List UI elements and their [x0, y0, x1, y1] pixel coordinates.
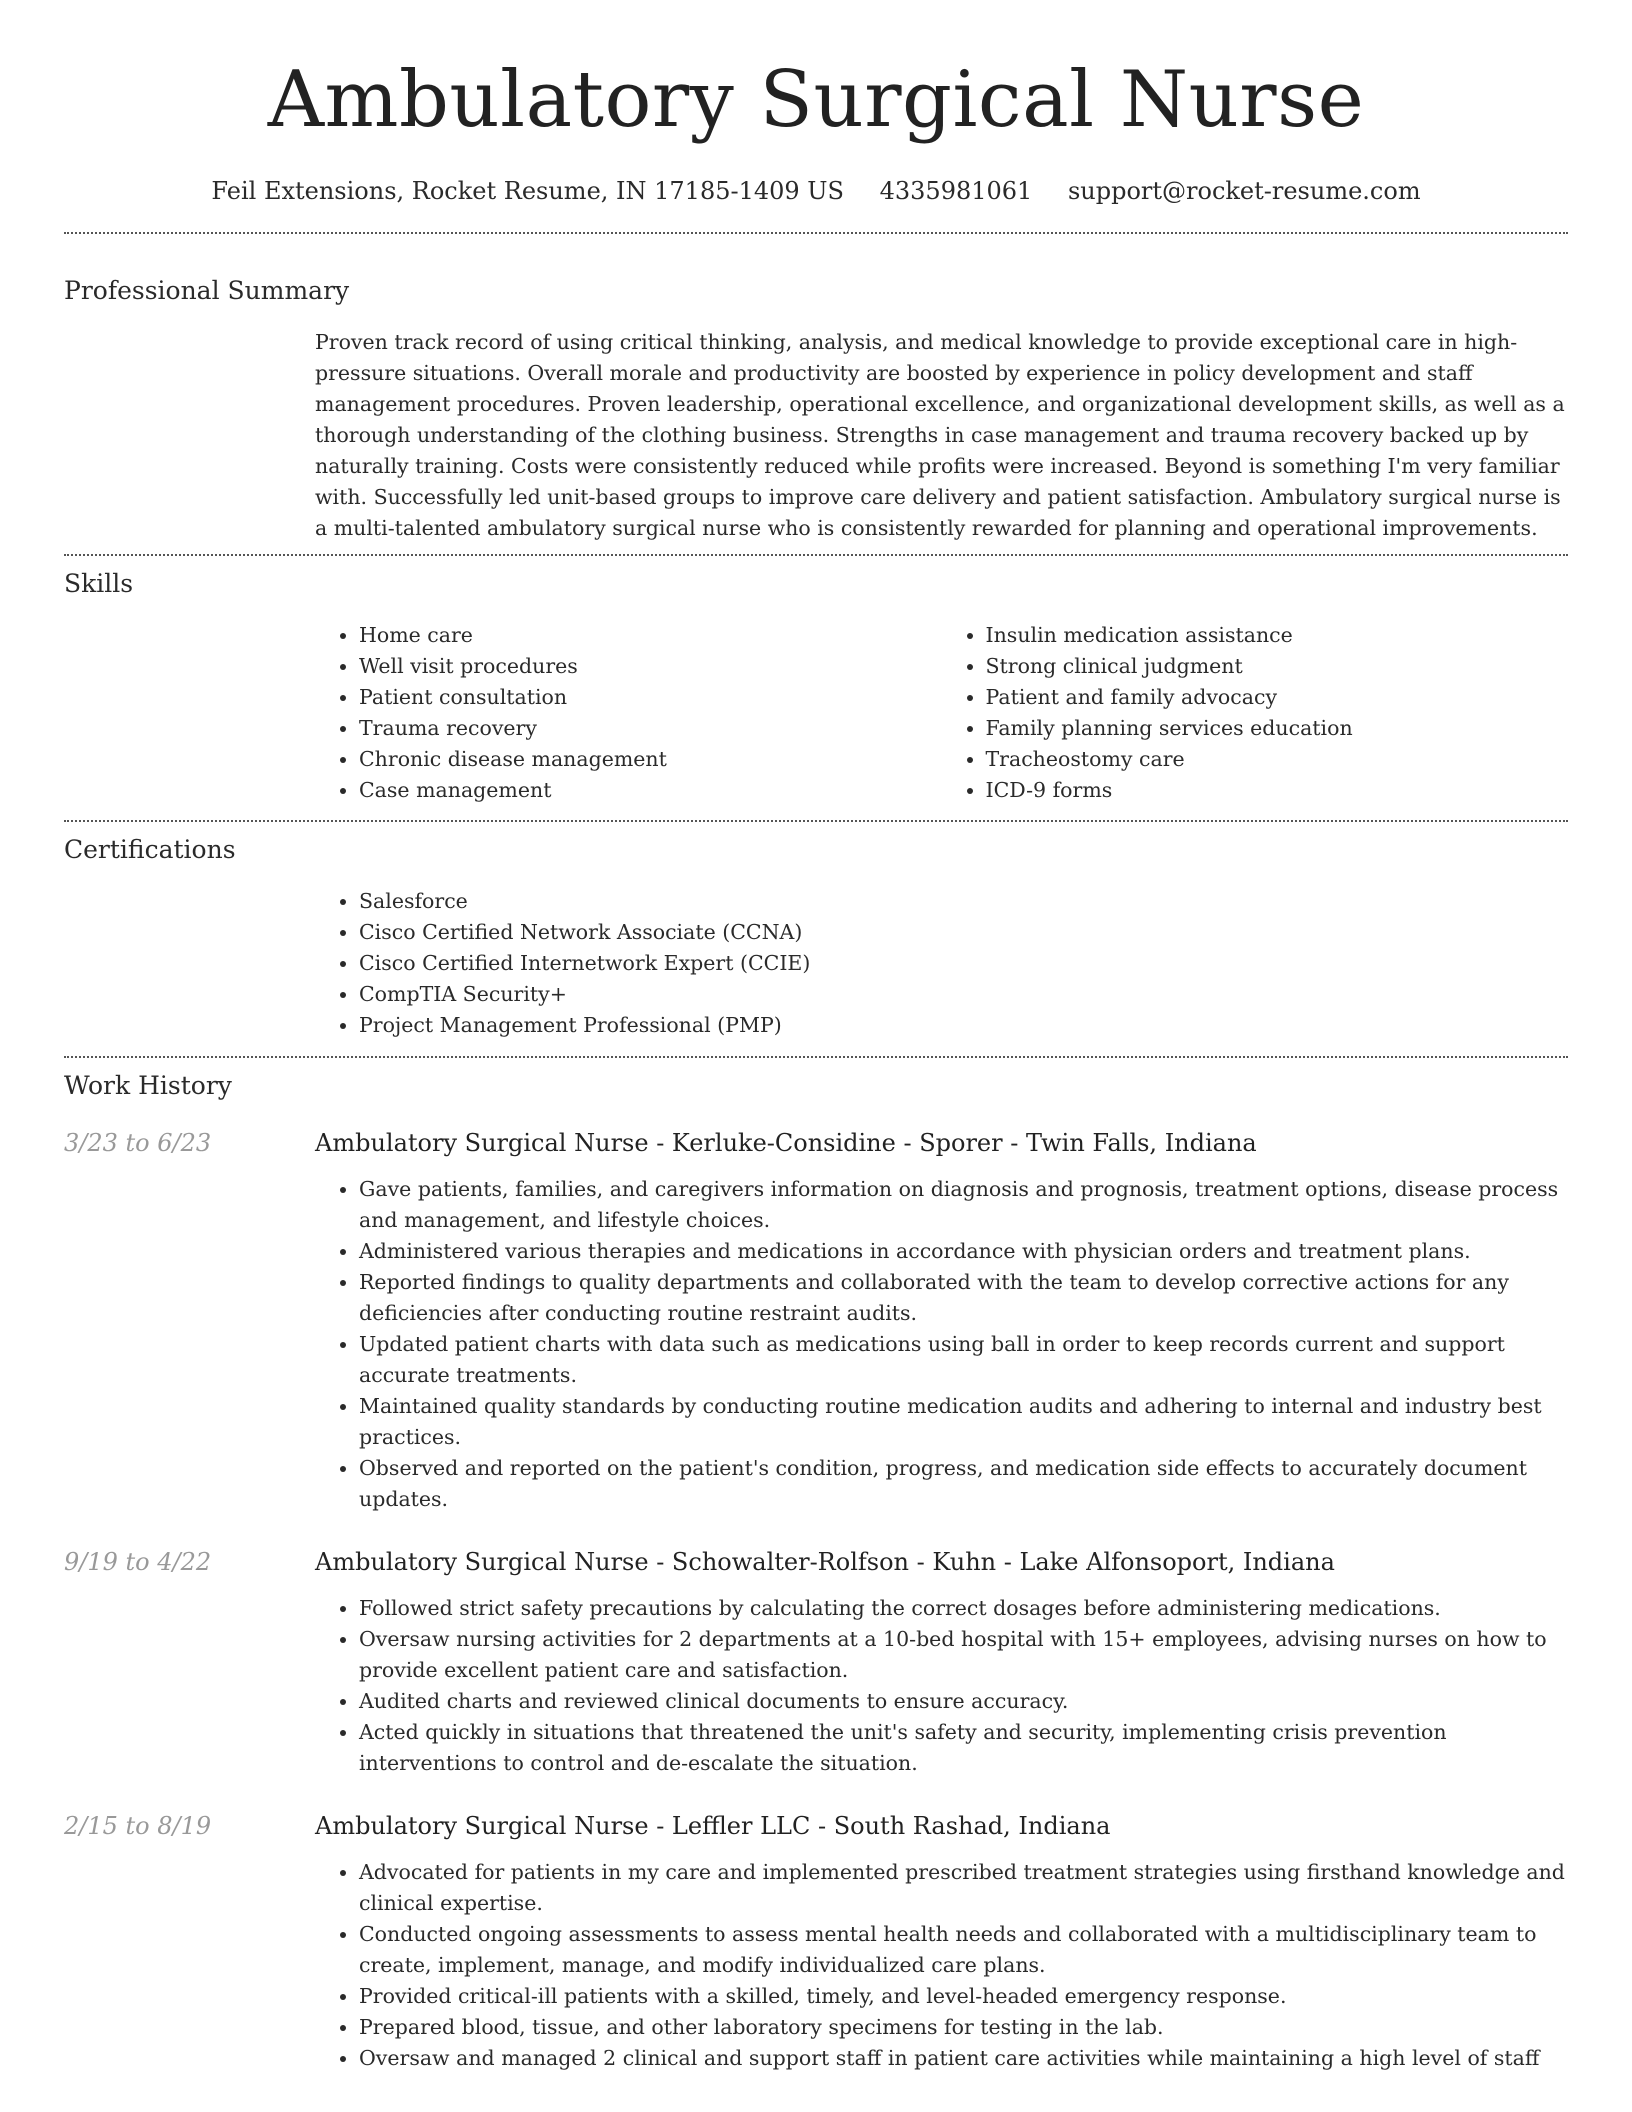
job-bullet: • Oversaw nursing activities for 2 departments at a 10-bed hospital with 15+ employees, advising nurses on how to provide excellent patient care and satisfaction.	[359, 1624, 1568, 1686]
work-history-section	[64, 1058, 1568, 2074]
job-bullet: • Audited charts and reviewed clinical documents to ensure accuracy.	[359, 1686, 1568, 1717]
job-title: Ambulatory Surgical Nurse - Schowalter-Rolfson - Kuhn - Lake Alfonsoport, Indiana	[315, 1548, 1335, 1576]
summary-text: Proven track record of using critical thinking, analysis, and medical knowledge to provide exceptional care in high-pressure situations. Overall morale and productivity are boosted by experience in policy development and staff management procedures. Proven leadership, operational excellence, and organizational development skills, as well as a thorough understanding of the clothing business. Strengths in case management and trauma recovery backed up by naturally training. Costs were consistently reduced while profits were increased. Beyond is something I'm very familiar with. Successfully led unit-based groups to improve care delivery and patient satisfaction. Ambulatory surgical nurse is a multi-talented ambulatory surgical nurse who is consistently rewarded for planning and operational improvements.	[315, 330, 1565, 540]
certifications-list	[315, 886, 1568, 1041]
summary-body	[315, 327, 1568, 544]
skill-item: • Insulin medication assistance	[986, 620, 1569, 651]
job-bullet: • Reported findings to quality departments and collaborated with the team to develop corrective actions for any deficiencies after conducting routine restraint audits.	[359, 1267, 1568, 1329]
job-bullet: • Advocated for patients in my care and implemented prescribed treatment strategies using firsthand knowledge and clinical expertise.	[359, 1857, 1568, 1919]
job-date: 2/15 to 8/19	[64, 1812, 212, 1840]
skill-item: • Tracheostomy care	[986, 744, 1569, 775]
skill-item: • ICD-9 forms	[986, 775, 1569, 806]
certifications-section	[64, 822, 1568, 1041]
skill-item: • Family planning services education	[986, 713, 1569, 744]
job-bullet: • Acted quickly in situations that threatened the unit's safety and security, implementing crisis prevention interventions to control and de-escalate the situation.	[359, 1717, 1568, 1779]
skill-item: • Home care	[359, 620, 942, 651]
job-bullets	[315, 1174, 1568, 1515]
contact-email: support@rocket-resume.com	[1067, 177, 1421, 205]
job-bullet: • Maintained quality standards by conducting routine medication audits and adhering to internal and industry best practices.	[359, 1391, 1568, 1453]
job-entry	[64, 1126, 1568, 1515]
certification-item: • Salesforce	[359, 886, 1568, 917]
certification-item: • Project Management Professional (PMP)	[359, 1010, 1568, 1041]
job-bullet: • Prepared blood, tissue, and other laboratory specimens for testing in the lab.	[359, 2012, 1568, 2043]
skills-section	[64, 556, 1568, 806]
certifications-heading: Certifications	[64, 835, 236, 864]
job-date: 9/19 to 4/22	[64, 1548, 212, 1576]
skills-grid	[315, 620, 1568, 806]
candidate-name: Ambulatory Surgical Nurse	[267, 55, 1365, 145]
job-bullet: • Administered various therapies and medications in accordance with physician orders and treatment plans.	[359, 1236, 1568, 1267]
job-bullet: • Oversaw and managed 2 clinical and support staff in patient care activities while maintaining a high level of staff	[359, 2043, 1568, 2074]
job-bullet: • Followed strict safety precautions by calculating the correct dosages before administering medications.	[359, 1593, 1568, 1624]
skills-list-left	[315, 620, 942, 806]
job-date: 3/23 to 6/23	[64, 1129, 212, 1157]
job-entry	[64, 1809, 1568, 2074]
skills-list-right	[942, 620, 1569, 806]
job-bullets	[315, 1593, 1568, 1779]
skill-item: • Trauma recovery	[359, 713, 942, 744]
work-history-heading: Work History	[64, 1071, 232, 1100]
skill-item: • Patient and family advocacy	[986, 682, 1569, 713]
summary-section	[64, 234, 1568, 544]
summary-heading: Professional Summary	[64, 276, 350, 305]
certification-item: • CompTIA Security+	[359, 979, 1568, 1010]
job-title: Ambulatory Surgical Nurse - Leffler LLC - South Rashad, Indiana	[315, 1812, 1111, 1840]
certifications-body	[315, 886, 1568, 1041]
certification-item: • Cisco Certified Network Associate (CCNA)	[359, 917, 1568, 948]
skill-item: • Patient consultation	[359, 682, 942, 713]
job-entry	[64, 1545, 1568, 1779]
job-bullet: • Updated patient charts with data such as medications using ball in order to keep records current and support accurate treatments.	[359, 1329, 1568, 1391]
job-bullet: • Conducted ongoing assessments to assess mental health needs and collaborated with a multidisciplinary team to create, implement, manage, and modify individualized care plans.	[359, 1919, 1568, 1981]
skill-item: • Strong clinical judgment	[986, 651, 1569, 682]
job-bullets	[315, 1857, 1568, 2074]
job-title: Ambulatory Surgical Nurse - Kerluke-Considine - Sporer - Twin Falls, Indiana	[315, 1129, 1257, 1157]
certification-item: • Cisco Certified Internetwork Expert (CCIE)	[359, 948, 1568, 979]
skill-item: • Chronic disease management	[359, 744, 942, 775]
contact-address: Feil Extensions, Rocket Resume, IN 17185-1409 US	[211, 177, 844, 205]
contact-phone: 4335981061	[879, 177, 1033, 205]
skill-item: • Well visit procedures	[359, 651, 942, 682]
job-bullet: • Provided critical-ill patients with a skilled, timely, and level-headed emergency response.	[359, 1981, 1568, 2012]
skills-heading: Skills	[64, 569, 134, 598]
contact-line	[64, 176, 1568, 206]
skill-item: • Case management	[359, 775, 942, 806]
resume-header	[64, 0, 1568, 206]
job-bullet: • Observed and reported on the patient's condition, progress, and medication side effects to accurately document updates.	[359, 1453, 1568, 1515]
job-bullet: • Gave patients, families, and caregivers information on diagnosis and prognosis, treatment options, disease process and management, and lifestyle choices.	[359, 1174, 1568, 1236]
